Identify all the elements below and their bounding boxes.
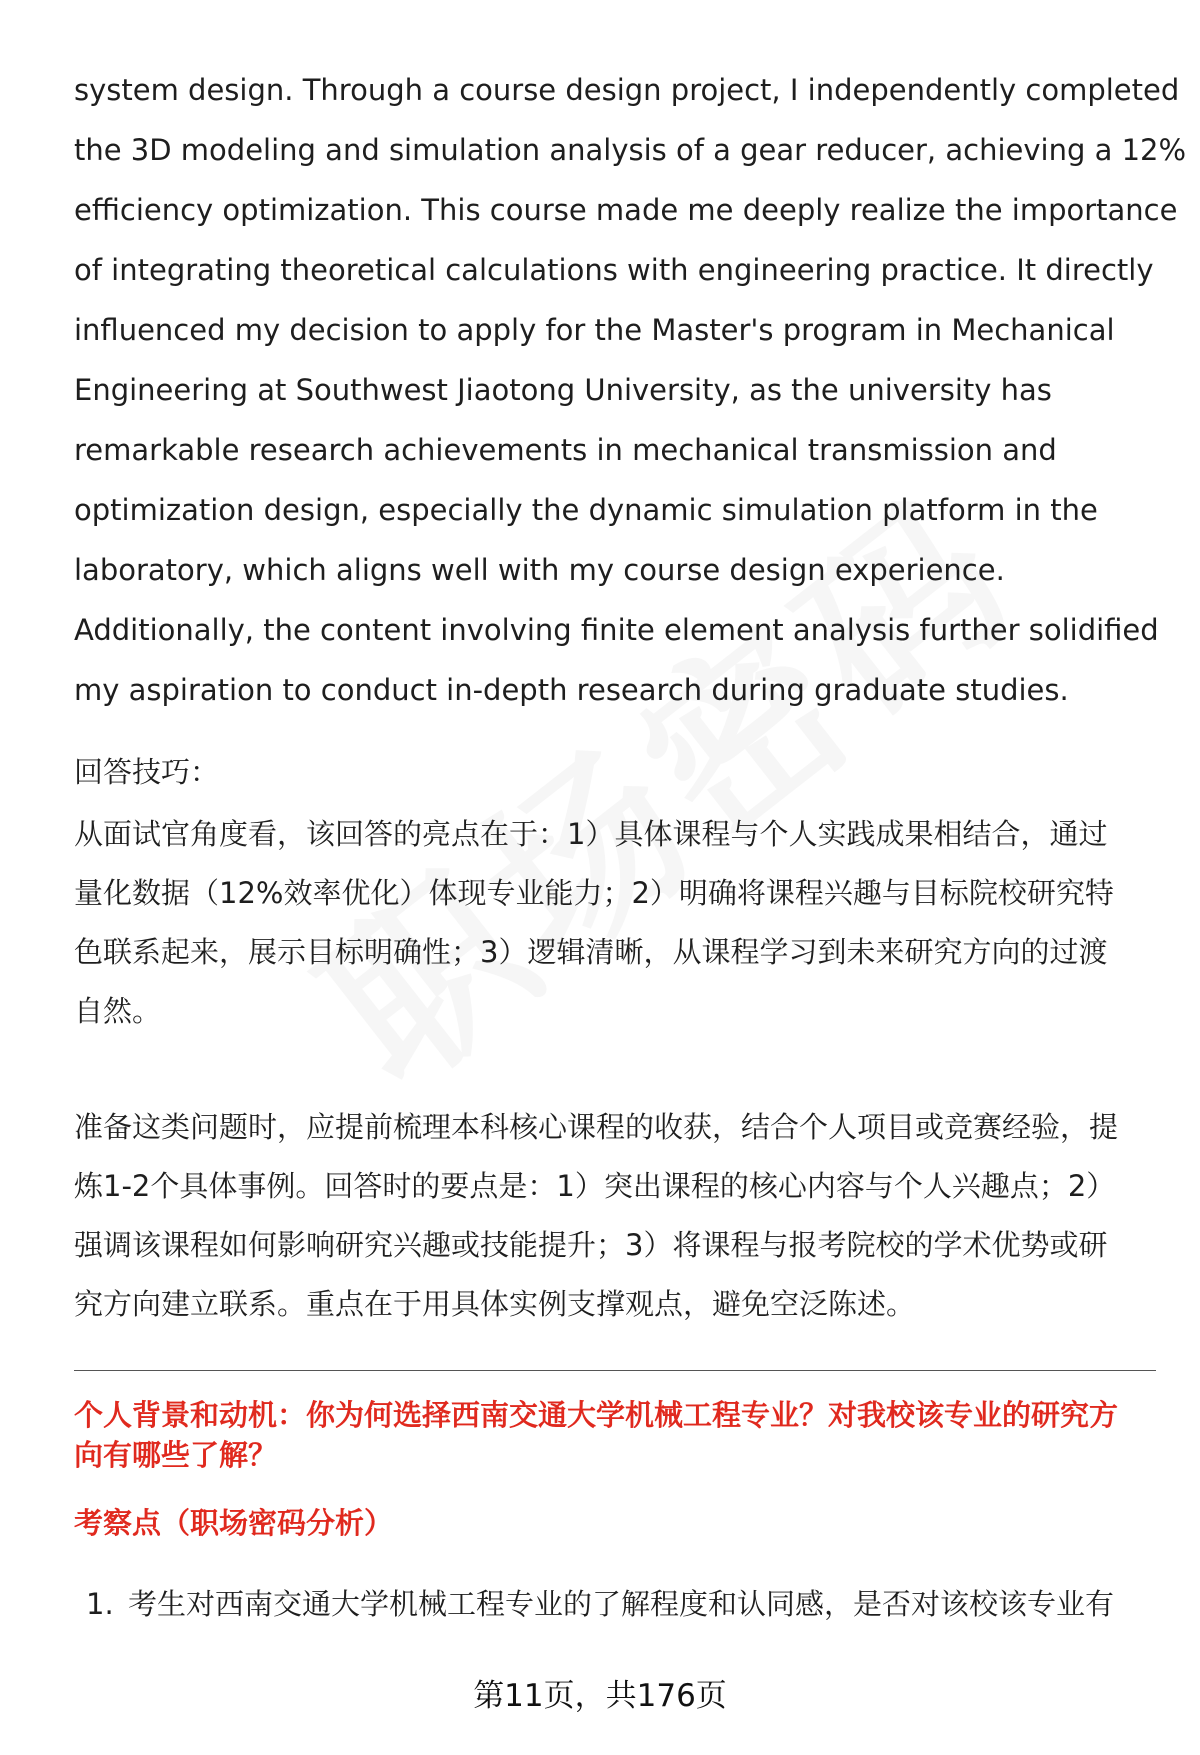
text-line: system design. Through a course design project, I independently completed [74, 73, 1180, 107]
list-item-number: 1. [86, 1587, 114, 1621]
text-line: of integrating theoretical calculations with engineering practice. It directly [74, 253, 1154, 287]
text-line: influenced my decision to apply for the Master's program in Mechanical [74, 313, 1115, 347]
list-item-text: 考生对西南交通大学机械工程专业的了解程度和认同感，是否对该校该专业有 [128, 1587, 1115, 1621]
question-line: 个人背景和动机：你为何选择西南交通大学机械工程专业？对我校该专业的研究方 [74, 1398, 1119, 1432]
tips-paragraph-preparation [74, 1098, 1118, 1334]
question-heading [74, 1395, 1118, 1475]
text-line: 强调该课程如何影响研究兴趣或技能提升；3）将课程与报考院校的学术优势或研 [74, 1228, 1108, 1262]
question-line: 向有哪些了解？ [74, 1438, 278, 1472]
section-divider [74, 1370, 1156, 1371]
text-line: 从面试官角度看，该回答的亮点在于：1）具体课程与个人实践成果相结合，通过 [74, 817, 1108, 851]
text-line: 究方向建立联系。重点在于用具体实例支撑观点，避免空泛陈述。 [74, 1287, 916, 1321]
page-number: 第11页，共176页 [473, 1678, 727, 1714]
text-line: 准备这类问题时，应提前梳理本科核心课程的收获，结合个人项目或竞赛经验，提 [74, 1110, 1119, 1144]
tips-heading: 回答技巧： [74, 755, 220, 789]
text-line: 色联系起来，展示目标明确性；3）逻辑清晰，从课程学习到未来研究方向的过渡 [74, 935, 1108, 969]
text-line: optimization design, especially the dynamic simulation platform in the [74, 493, 1098, 527]
analysis-section-title: 考察点（职场密码分析） [74, 1506, 394, 1540]
text-line: 量化数据（12%效率优化）体现专业能力；2）明确将课程兴趣与目标院校研究特 [74, 876, 1114, 910]
text-line: laboratory, which aligns well with my course design experience. [74, 553, 1005, 587]
text-line: Engineering at Southwest Jiaotong University, as the university has [74, 373, 1052, 407]
text-line: efficiency optimization. This course made me deeply realize the importance [74, 193, 1178, 227]
list-item [86, 1582, 1114, 1626]
text-line: my aspiration to conduct in-depth research during graduate studies. [74, 673, 1069, 707]
text-line: Additionally, the content involving finite element analysis further solidified [74, 613, 1159, 647]
text-line: the 3D modeling and simulation analysis of a gear reducer, achieving a 12% [74, 133, 1187, 167]
text-line: 自然。 [74, 994, 162, 1028]
text-line: remarkable research achievements in mechanical transmission and [74, 433, 1057, 467]
text-line: 炼1-2个具体事例。回答时的要点是：1）突出课程的核心内容与个人兴趣点；2） [74, 1169, 1116, 1203]
tips-paragraph-highlights [74, 805, 1114, 1041]
answer-paragraph-english [74, 60, 1186, 720]
